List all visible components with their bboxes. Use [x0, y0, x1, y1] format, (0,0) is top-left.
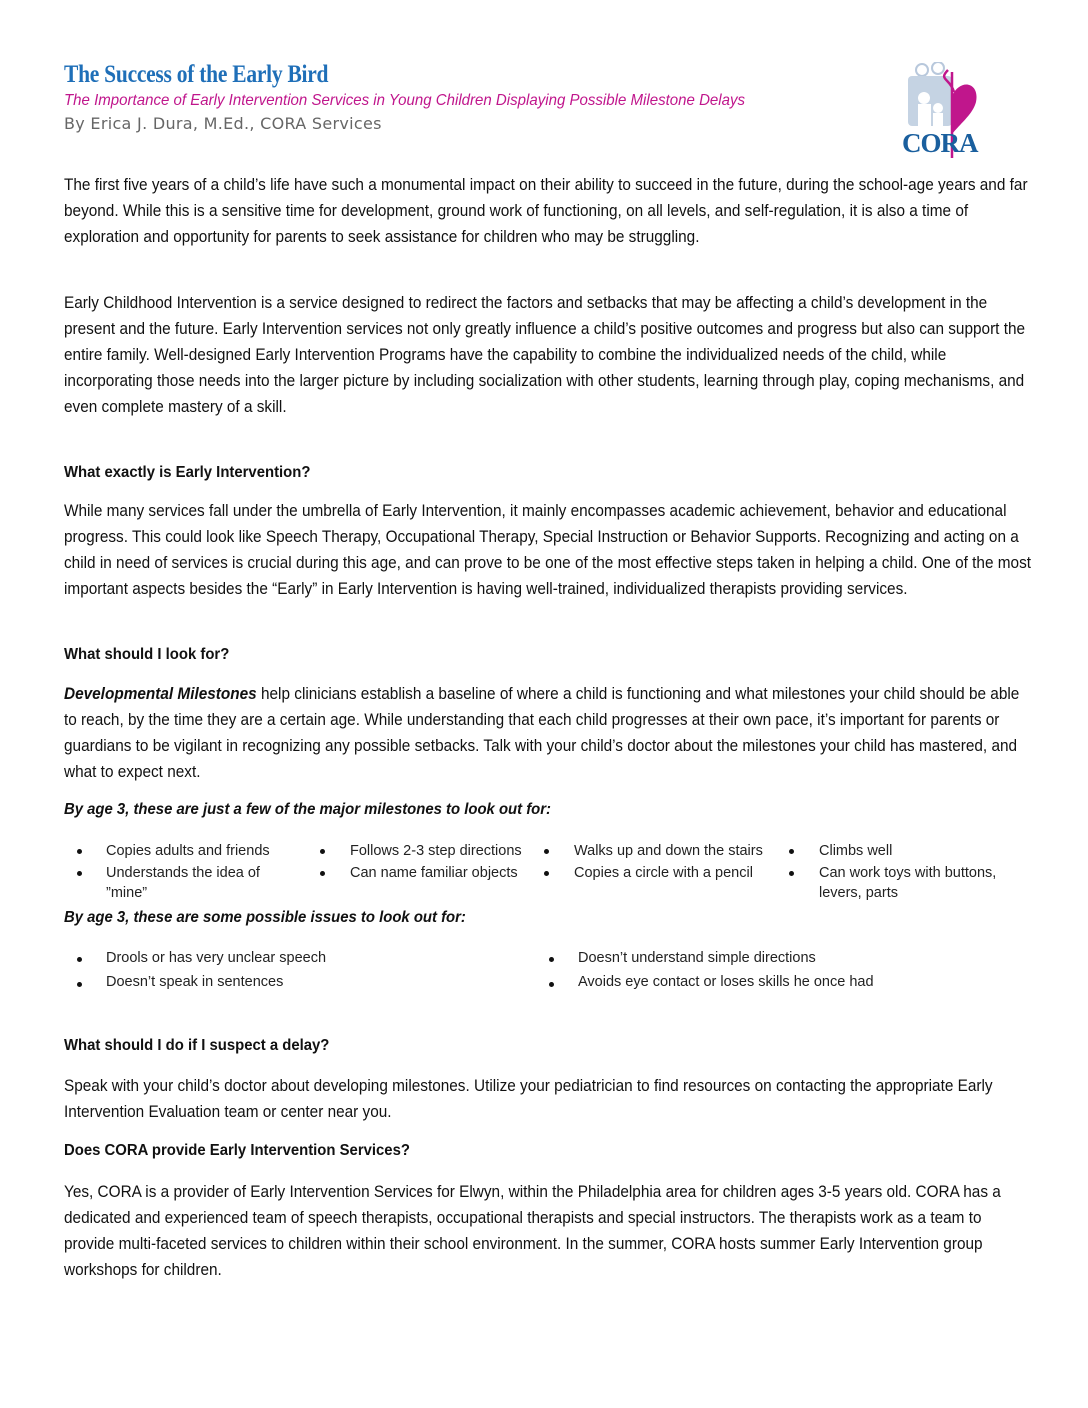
bullet-icon: [549, 982, 554, 987]
list-item-continuation: levers, parts: [819, 885, 898, 901]
heading-suspect-delay: What should I do if I suspect a delay?: [64, 1037, 330, 1054]
bullet-icon: [77, 957, 82, 962]
list-item: Can name familiar objects: [350, 865, 518, 881]
intro-paragraph-2: Early Childhood Intervention is a service designed to redirect the factors and setbacks that may be affecting a child’s development in the present and the future. Early Intervention services not only greatly influence a child’s positive outcomes and progress but also can support the entire family. Well-designed Early Intervention Programs have the capability to combine the individualized needs of the child, while incorporating those needs into the larger picture by including socialization with other students, learning through play, coping mechanisms, and even complete mastery of a skill.: [64, 294, 1026, 416]
logo-text: CORA: [902, 128, 978, 158]
heading-cora-services: Does CORA provide Early Intervention Services?: [64, 1142, 410, 1159]
cora-paragraph: Yes, CORA is a provider of Early Intervention Services for Elwyn, within the Philadelphia area for children ages 3-5 years old. CORA has a dedicated and experienced team of speech therapists, occupational therapists and special instructors. The therapists work as a team to provide multi-faceted services to children within their school environment. In the summer, CORA hosts summer Early Intervention group workshops for children.: [64, 1183, 1001, 1279]
bullet-icon: [544, 871, 549, 876]
list-item: Drools or has very unclear speech: [106, 950, 327, 966]
heading-milestones-age-3: By age 3, these are just a few of the major milestones to look out for:: [64, 801, 552, 818]
list-item: Doesn’t speak in sentences: [106, 974, 284, 990]
article-subtitle: The Importance of Early Intervention Services in Young Children Displaying Possible Milestone Delays: [64, 92, 746, 109]
bullet-icon: [77, 871, 82, 876]
bullet-icon: [320, 849, 325, 854]
intro-paragraph-1: The first five years of a child’s life have such a monumental impact on their ability to succeed in the future, during the school-age years and far beyond. While this is a sensitive time for development, ground work of functioning, on all levels, and self-regulation, it is also a time of exploration and opportunity for parents to seek assistance for children who may be struggling.: [64, 176, 1028, 246]
bullet-icon: [77, 982, 82, 987]
cora-logo: [898, 62, 988, 158]
bullet-icon: [544, 849, 549, 854]
list-item: Avoids eye contact or loses skills he once had: [578, 974, 874, 990]
bullet-icon: [549, 957, 554, 962]
list-item: Copies a circle with a pencil: [574, 865, 753, 881]
list-item: Understands the idea of: [106, 865, 260, 881]
list-item: Doesn’t understand simple directions: [578, 950, 816, 966]
list-item: Walks up and down the stairs: [574, 843, 763, 859]
developmental-milestones-term: Developmental Milestones: [64, 685, 257, 703]
bullet-icon: [789, 871, 794, 876]
bullet-icon: [320, 871, 325, 876]
milestones-paragraph: Developmental Milestones help clinicians establish a baseline of where a child is functioning and what milestones your child should be able to reach, by the time they are a certain age. While understanding that each child progresses at their own pace, it’s important for parents or guardians to be vigilant in recognizing any possible setbacks. Talk with your child’s doctor about the milestones your child has mastered, and what to expect next.: [64, 685, 1020, 781]
heading-what-is-early-intervention: What exactly is Early Intervention?: [64, 464, 311, 481]
article-header: [64, 60, 1026, 136]
bullet-icon: [77, 849, 82, 854]
list-item: Can work toys with buttons,: [819, 865, 997, 881]
list-item: Follows 2-3 step directions: [350, 843, 522, 859]
list-item: Climbs well: [819, 843, 893, 859]
article-title: The Success of the Early Bird: [64, 61, 329, 88]
list-item-continuation: ”mine”: [106, 885, 148, 901]
what-is-paragraph: While many services fall under the umbrella of Early Intervention, it mainly encompasses academic achievement, behavior and educational progress. This could look like Speech Therapy, Occupational Therapy, Special Instruction or Behavior Supports. Recognizing and acting on a child in need of services is crucial during this age, and can prove to be one of the most effective steps taken in helping a child. One of the most important aspects besides the “Early” in Early Intervention is having well-trained, individualized therapists providing services.: [64, 502, 1032, 598]
bullet-icon: [789, 849, 794, 854]
heading-issues-age-3: By age 3, these are some possible issues to look out for:: [64, 909, 466, 926]
list-item: Copies adults and friends: [106, 843, 270, 859]
heading-what-to-look-for: What should I look for?: [64, 646, 230, 663]
article-byline: By Erica J. Dura, M.Ed., CORA Services: [64, 114, 382, 133]
delay-paragraph: Speak with your child’s doctor about developing milestones. Utilize your pediatrician to find resources on contacting the appropriate Early Intervention Evaluation team or center near you.: [64, 1077, 993, 1121]
